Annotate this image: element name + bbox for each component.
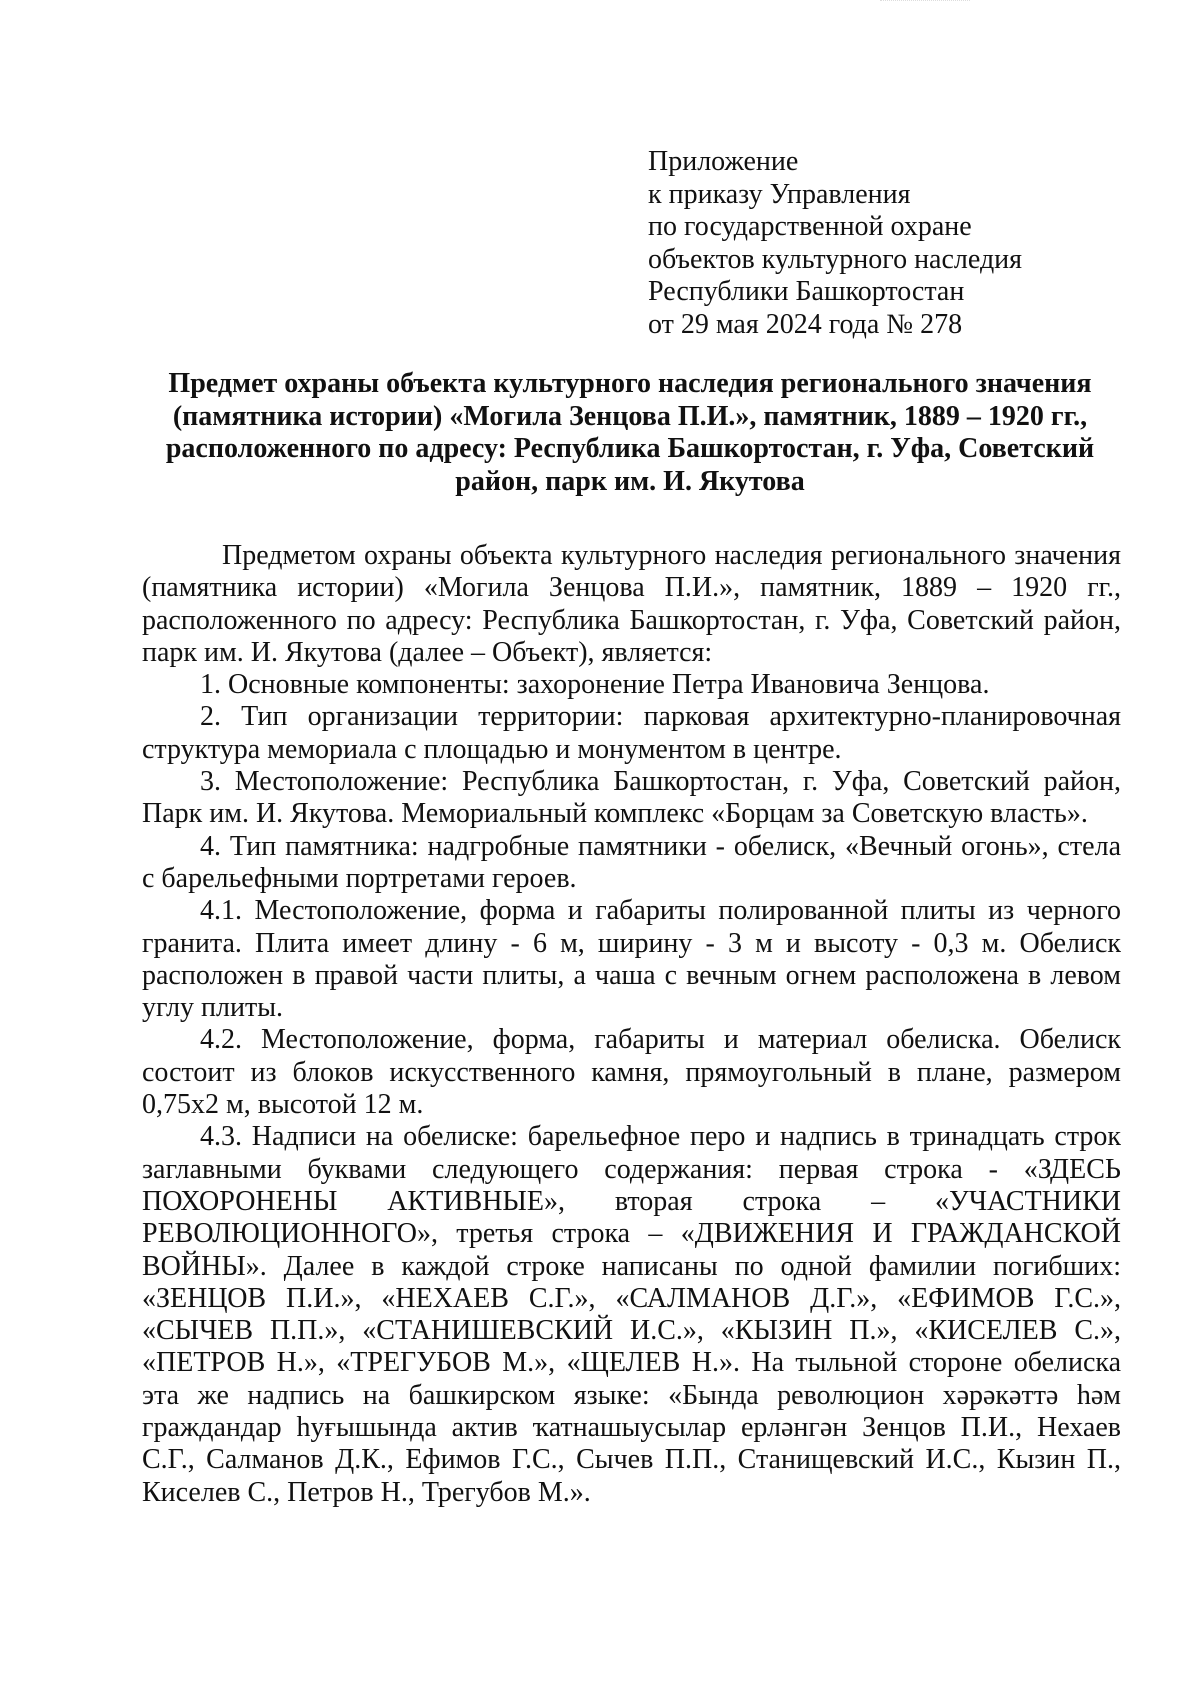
appendix-line: объектов культурного наследия <box>648 243 1023 275</box>
intro-paragraph: Предметом охраны объекта культурного наследия регионального значения (памятника истории) «Могила Зенцова П.И.», памятник, 1889 – 1920 гг., расположенного по адресу: Республика Башкортостан, г. Уфа, Советский район, парк им. И. Якутова (далее – Объект), является: <box>142 540 1121 668</box>
appendix-line: от 29 мая 2024 года № 278 <box>648 308 963 340</box>
document-title <box>130 368 1130 498</box>
title-line: район, парк им. И. Якутова <box>455 465 805 497</box>
appendix-line: Республики Башкортостан <box>648 276 965 307</box>
paragraph-item-4-3: 4.3. Надписи на обелиске: барельефное перо и надпись в тринадцать строк заглавными буквами следующего содержания: первая строка - «ЗДЕСЬ ПОХОРОНЕНЫ АКТИВНЫЕ», вторая строка – «УЧАСТНИКИ РЕВОЛЮЦИОННОГО», третья строка – «ДВИЖЕНИЯ И ГРАЖДАНСКОЙ ВОЙНЫ». Далее в каждой строке написаны по одной фамилии погибших: «ЗЕНЦОВ П.И.», «НЕХАЕВ С.Г.», «САЛМАНОВ Д.Г.», «ЕФИМОВ Г.С.», «СЫЧЕВ П.П.», «СТАНИШЕВСКИЙ И.С.», «КЫЗИН П.», «КИСЕЛЕВ С.», «ПЕТРОВ Н.», «ТРЕГУБОВ М.», «ЩЕЛЕВ Н.». На тыльной стороне обелиска эта же надпись на башкирском языке: «Бында революцион хәрәкәттә һәм граждандар һуғышында актив ҡатнашыусылар ерләнгән Зенцов П.И., Нехаев С.Г., Салманов Д.К., Ефимов Г.С., Сычев П.П., Станищевский И.С., Кызин П., Киселев С., Петров Н., Трегубов М.». <box>142 1121 1121 1508</box>
paragraph-item-4: 4. Тип памятника: надгробные памятники - обелиск, «Вечный огонь», стела с барельефными портретами героев. <box>142 830 1121 894</box>
paragraph-item-1: 1. Основные компоненты: захоронение Петра Ивановича Зенцова. <box>200 669 990 701</box>
appendix-line: по государственной охране <box>648 211 972 242</box>
paragraph-item-4-2: 4.2. Местоположение, форма, габариты и материал обелиска. Обелиск состоит из блоков искусственного камня, прямоугольный в плане, размером 0,75х2 м, высотой 12 м. <box>142 1024 1121 1121</box>
title-line: Предмет охраны объекта культурного наследия регионального значения <box>168 368 1092 399</box>
paragraph-item-3: 3. Местоположение: Республика Башкортостан, г. Уфа, Советский район, Парк им. И. Якутова. Мемориальный комплекс «Борцам за Советскую власть». <box>142 766 1121 830</box>
title-line: расположенного по адресу: Республика Башкортостан, г. Уфа, Советский <box>165 433 1095 464</box>
paragraph-item-2: 2. Тип организации территории: парковая архитектурно-планировочная структура мемориала с площадью и монументом в центре. <box>142 701 1121 765</box>
scan-artifact <box>880 0 970 15</box>
document-body <box>142 540 1121 1509</box>
appendix-line: Приложение <box>648 146 799 177</box>
appendix-header <box>648 146 1088 341</box>
appendix-line: к приказу Управления <box>648 178 911 210</box>
paragraph-item-4-1: 4.1. Местоположение, форма и габариты полированной плиты из черного гранита. Плита имеет длину - 6 м, ширину - 3 м и высоту - 0,3 м. Обелиск расположен в правой части плиты, а чаша с вечным огнем расположена в левом углу плиты. <box>142 895 1121 1024</box>
title-line: (памятника истории) «Могила Зенцова П.И.», памятник, 1889 – 1920 гг., <box>172 400 1088 432</box>
